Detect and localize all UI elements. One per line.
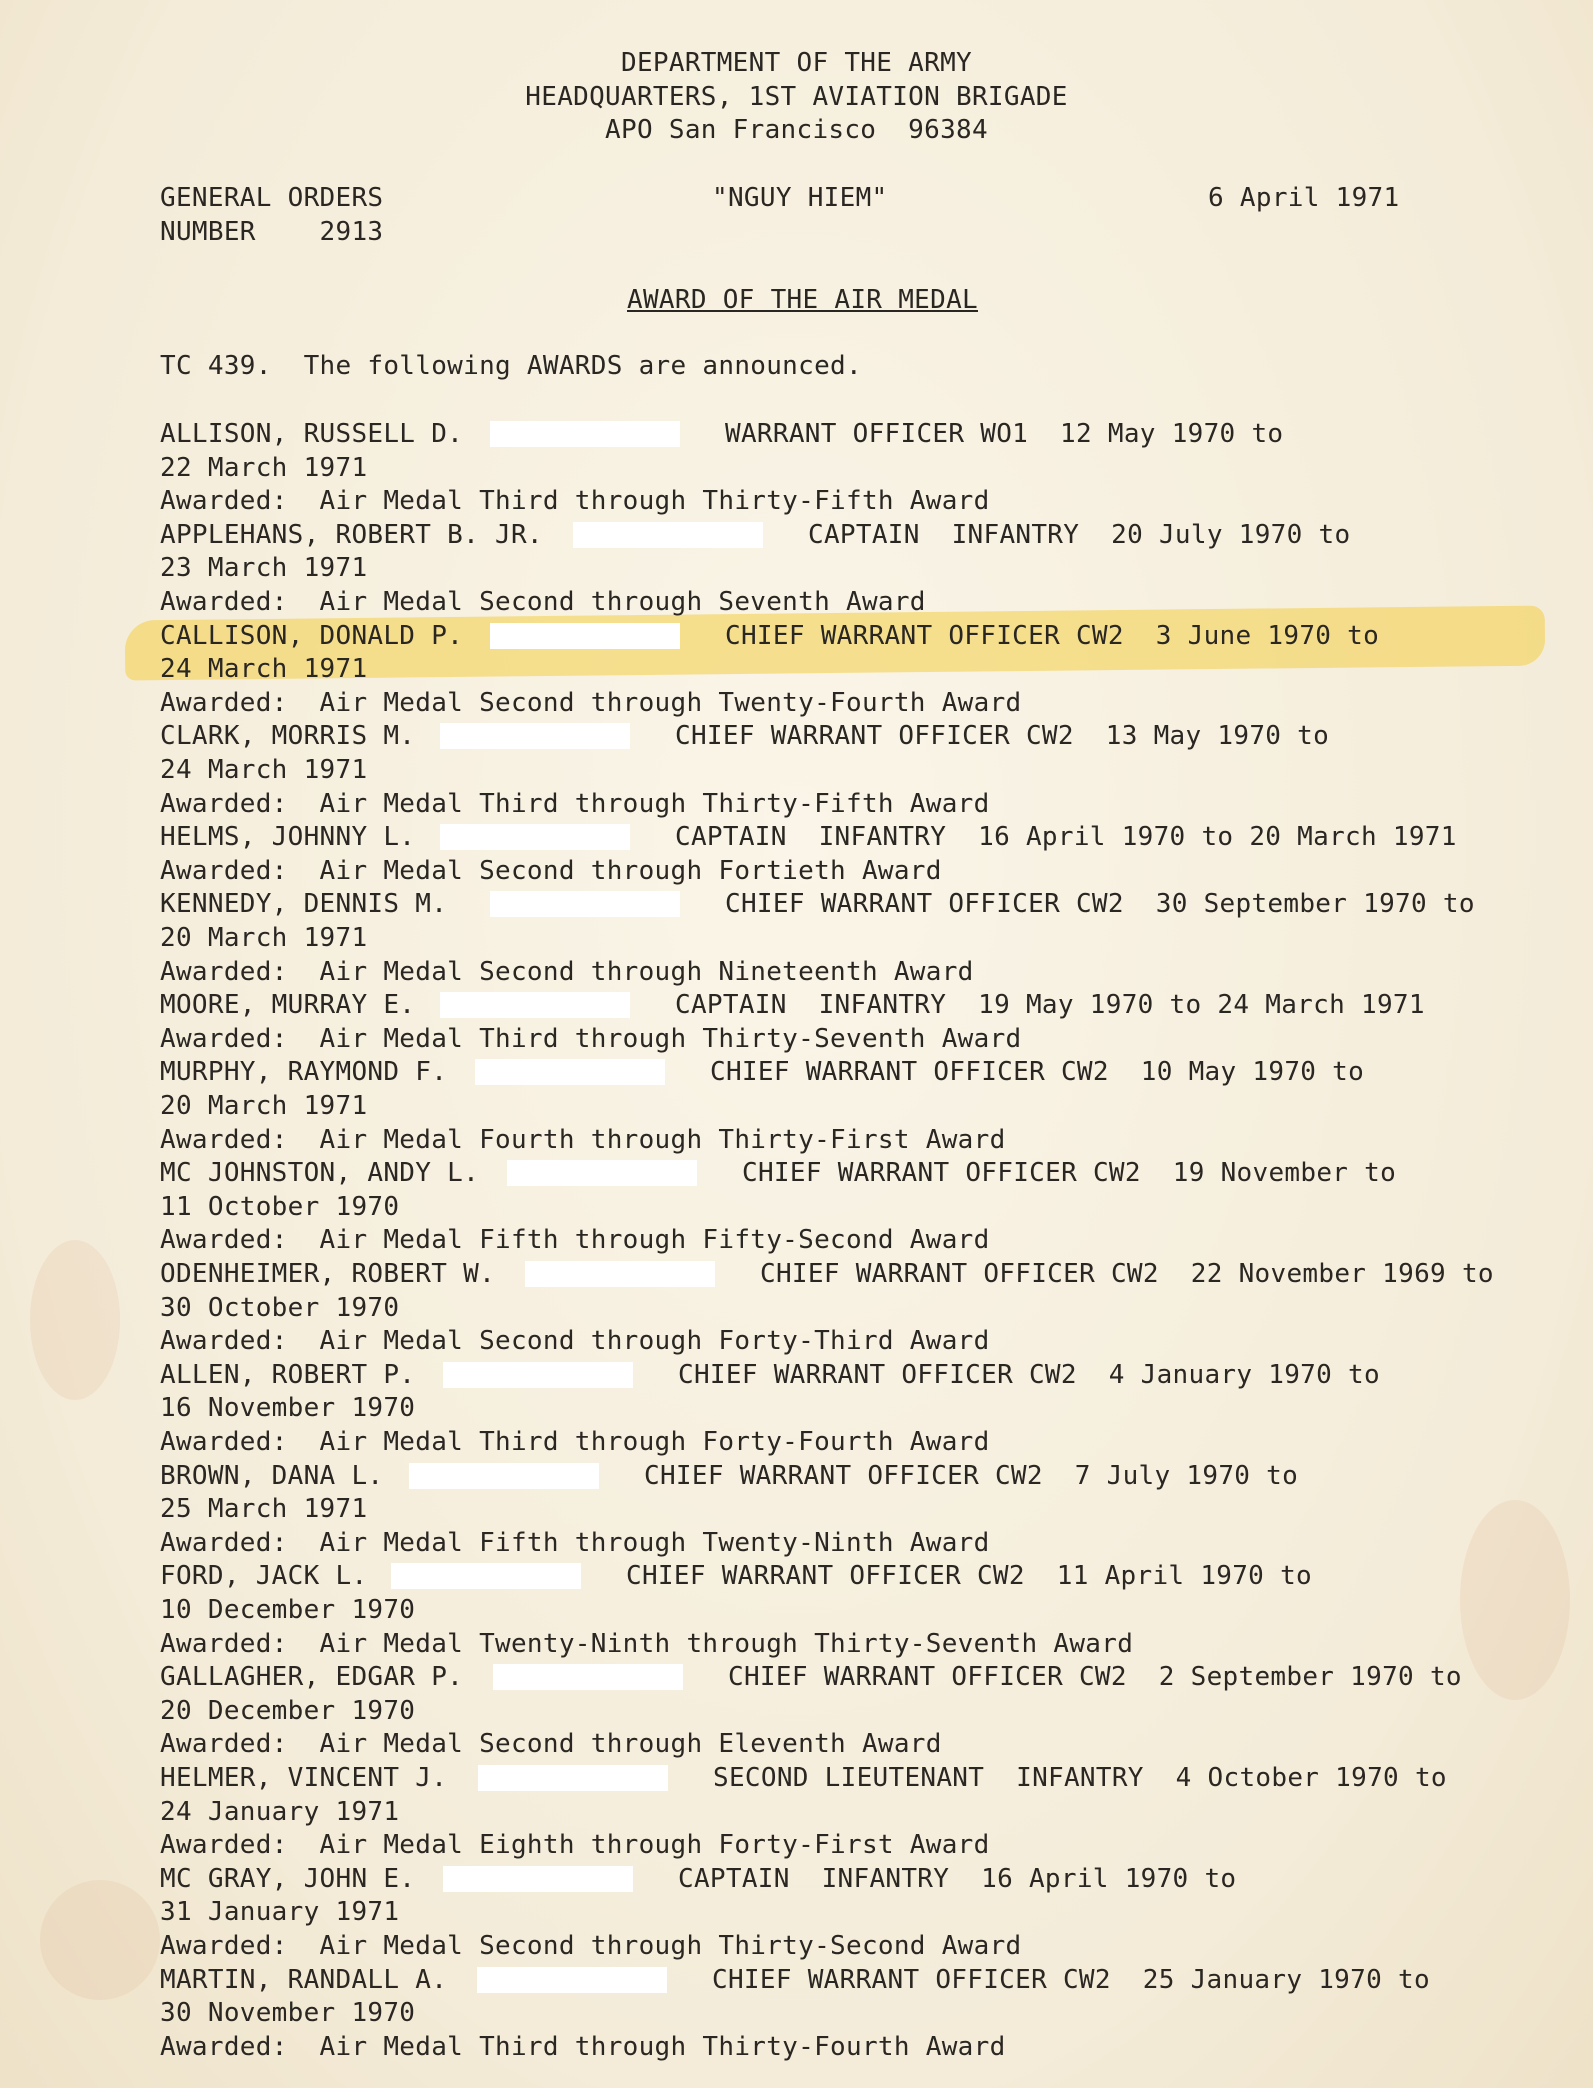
entry-name: APPLEHANS, ROBERT B. JR. bbox=[160, 519, 543, 550]
entry-award: Awarded: Air Medal Fifth through Fifty-Second Award bbox=[160, 1225, 990, 1256]
redaction-box bbox=[391, 1563, 581, 1589]
entry-award: Awarded: Air Medal Third through Thirty-Fourth Award bbox=[160, 2031, 1006, 2062]
redaction-box bbox=[478, 1765, 668, 1791]
paper-stain bbox=[40, 1880, 160, 2000]
header-line-2: HEADQUARTERS, 1ST AVIATION BRIGADE bbox=[525, 82, 1068, 112]
entry-name: MOORE, MURRAY E. bbox=[160, 990, 416, 1021]
entry-period: 16 November 1970 bbox=[160, 1393, 416, 1424]
entry-name: FORD, JACK L. bbox=[160, 1561, 368, 1592]
entry-name: GALLAGHER, EDGAR P. bbox=[160, 1662, 464, 1693]
order-number: NUMBER 2913 bbox=[160, 217, 384, 247]
order-date: 6 April 1971 bbox=[1208, 183, 1400, 213]
entry-award: Awarded: Air Medal Third through Thirty-Fifth Award bbox=[160, 486, 990, 517]
entry-name: BROWN, DANA L. bbox=[160, 1460, 384, 1491]
redaction-box bbox=[490, 623, 680, 649]
entry-period: 20 March 1971 bbox=[160, 1091, 368, 1121]
entry-award: Awarded: Air Medal Eighth through Forty-First Award bbox=[160, 1830, 990, 1861]
entry-award: Awarded: Air Medal Second through Forty-Third Award bbox=[160, 1326, 990, 1357]
entry-rank-date: CHIEF WARRANT OFFICER CW2 19 November to bbox=[742, 1158, 1397, 1189]
entry-name: CALLISON, DONALD P. bbox=[160, 620, 464, 651]
entry-award: Awarded: Air Medal Third through Forty-Fourth Award bbox=[160, 1427, 990, 1457]
entry-period: 20 March 1971 bbox=[160, 923, 368, 953]
entry-period: 11 October 1970 bbox=[160, 1191, 400, 1222]
paper-stain bbox=[30, 1240, 120, 1400]
entry-name: CLARK, MORRIS M. bbox=[160, 721, 416, 752]
section-title: AWARD OF THE AIR MEDAL bbox=[627, 285, 978, 315]
entry-period: 30 November 1970 bbox=[160, 1998, 416, 2029]
entry-period: 20 December 1970 bbox=[160, 1695, 416, 1726]
paper-stain bbox=[1460, 1500, 1570, 1700]
redaction-box bbox=[443, 1362, 633, 1388]
entry-rank-date: CHIEF WARRANT OFFICER CW2 30 September 1970 to bbox=[725, 889, 1475, 920]
entry-award: Awarded: Air Medal Fifth through Twenty-Ninth Award bbox=[160, 1527, 990, 1558]
redaction-box bbox=[443, 1866, 633, 1892]
header-line-1: DEPARTMENT OF THE ARMY bbox=[621, 48, 972, 78]
entry-rank-date: CAPTAIN INFANTRY 19 May 1970 to 24 March 1971 bbox=[675, 990, 1425, 1021]
redaction-box bbox=[493, 1664, 683, 1690]
header-line-3: APO San Francisco 96384 bbox=[605, 115, 988, 145]
entry-period: 30 October 1970 bbox=[160, 1292, 400, 1323]
redaction-box bbox=[475, 1059, 665, 1085]
entry-name: HELMS, JOHNNY L. bbox=[160, 822, 416, 853]
entry-period: 24 March 1971 bbox=[160, 654, 368, 685]
entry-rank-date: CAPTAIN INFANTRY 16 April 1970 to 20 March 1971 bbox=[675, 822, 1457, 853]
entry-rank-date: CAPTAIN INFANTRY 16 April 1970 to bbox=[678, 1863, 1237, 1894]
entry-period: 31 January 1971 bbox=[160, 1897, 400, 1928]
entry-rank-date: CHIEF WARRANT OFFICER CW2 7 July 1970 to bbox=[644, 1460, 1299, 1491]
redaction-box bbox=[477, 1967, 667, 1993]
entry-award: Awarded: Air Medal Second through Fortieth Award bbox=[160, 855, 942, 886]
redaction-box bbox=[440, 824, 630, 850]
entry-award: Awarded: Air Medal Second through Nineteenth Award bbox=[160, 956, 974, 987]
redaction-box bbox=[490, 891, 680, 917]
entry-name: MC GRAY, JOHN E. bbox=[160, 1863, 416, 1894]
entry-award: Awarded: Air Medal Second through Eleventh Award bbox=[160, 1729, 942, 1760]
entry-rank-date: SECOND LIEUTENANT INFANTRY 4 October 1970 to bbox=[713, 1763, 1447, 1793]
entry-period: 23 March 1971 bbox=[160, 553, 368, 584]
entry-period: 25 March 1971 bbox=[160, 1494, 368, 1525]
entry-rank-date: CHIEF WARRANT OFFICER CW2 2 September 1970 to bbox=[728, 1662, 1462, 1693]
general-orders-label: GENERAL ORDERS bbox=[160, 183, 384, 213]
entry-name: ODENHEIMER, ROBERT W. bbox=[160, 1259, 496, 1289]
redaction-box bbox=[409, 1463, 599, 1489]
redaction-box bbox=[440, 723, 630, 749]
entry-name: KENNEDY, DENNIS M. bbox=[160, 889, 448, 920]
entry-award: Awarded: Air Medal Second through Twenty-Fourth Award bbox=[160, 687, 1022, 718]
entry-award: Awarded: Air Medal Second through Seventh Award bbox=[160, 587, 926, 617]
entry-award: Awarded: Air Medal Second through Thirty-Second Award bbox=[160, 1931, 1022, 1961]
redaction-box bbox=[573, 522, 763, 548]
entry-award: Awarded: Air Medal Twenty-Ninth through Thirty-Seventh Award bbox=[160, 1628, 1134, 1659]
redaction-box bbox=[507, 1160, 697, 1186]
intro-text: TC 439. The following AWARDS are announced. bbox=[160, 351, 862, 381]
entry-name: MURPHY, RAYMOND F. bbox=[160, 1057, 448, 1088]
entry-award: Awarded: Air Medal Third through Thirty-Seventh Award bbox=[160, 1023, 1022, 1054]
entry-rank-date: CHIEF WARRANT OFFICER CW2 13 May 1970 to bbox=[675, 721, 1330, 752]
redaction-box bbox=[440, 992, 630, 1018]
entry-rank-date: CHIEF WARRANT OFFICER CW2 25 January 1970 to bbox=[712, 1964, 1430, 1995]
entry-rank-date: CHIEF WARRANT OFFICER CW2 4 January 1970 to bbox=[678, 1359, 1380, 1390]
entry-rank-date: CHIEF WARRANT OFFICER CW2 22 November 1969 to bbox=[760, 1259, 1494, 1289]
entry-period: 24 January 1971 bbox=[160, 1796, 400, 1827]
entry-rank-date: WARRANT OFFICER WO1 12 May 1970 to bbox=[725, 419, 1284, 449]
entry-rank-date: CHIEF WARRANT OFFICER CW2 3 June 1970 to bbox=[725, 620, 1380, 651]
entry-name: MC JOHNSTON, ANDY L. bbox=[160, 1158, 480, 1189]
entry-name: HELMER, VINCENT J. bbox=[160, 1763, 448, 1793]
entry-rank-date: CHIEF WARRANT OFFICER CW2 10 May 1970 to bbox=[710, 1057, 1365, 1088]
entry-period: 22 March 1971 bbox=[160, 452, 368, 483]
motto: "NGUY HIEM" bbox=[712, 183, 888, 213]
entry-rank-date: CHIEF WARRANT OFFICER CW2 11 April 1970 to bbox=[626, 1561, 1312, 1592]
entry-period: 10 December 1970 bbox=[160, 1595, 416, 1625]
entry-name: ALLEN, ROBERT P. bbox=[160, 1359, 416, 1390]
entry-award: Awarded: Air Medal Third through Thirty-Fifth Award bbox=[160, 788, 990, 819]
entry-period: 24 March 1971 bbox=[160, 755, 368, 785]
redaction-box bbox=[490, 421, 680, 447]
entry-rank-date: CAPTAIN INFANTRY 20 July 1970 to bbox=[808, 519, 1351, 550]
entry-name: ALLISON, RUSSELL D. bbox=[160, 419, 464, 449]
entry-name: MARTIN, RANDALL A. bbox=[160, 1964, 448, 1995]
entry-award: Awarded: Air Medal Fourth through Thirty-First Award bbox=[160, 1124, 1006, 1155]
redaction-box bbox=[525, 1261, 715, 1287]
